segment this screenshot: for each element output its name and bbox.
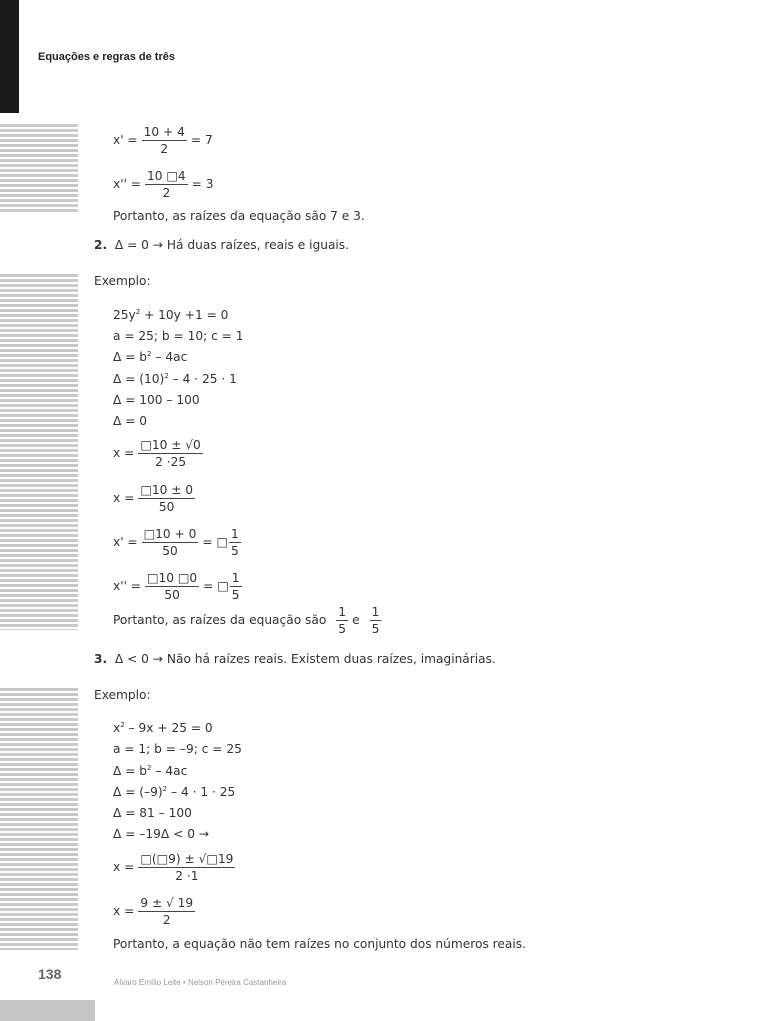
case2-x2-fraction: $\frac{□10 □0}{50}$ <box>147 571 198 602</box>
margin-stripes-top <box>0 124 78 214</box>
case3-x-simplified-fraction: $\frac{9 \pm √ 19}{2}$ <box>140 896 194 927</box>
case2-x-simplified: x = $\frac{□10 \pm 0}{50}$ <box>113 483 194 514</box>
case2-title: Δ = 0 → Há duas raízes, reais e iguais. <box>114 238 350 252</box>
case2-conclusion: Portanto, as raízes da equação são $\frac{1}{5}$ e $\frac{1}{5}$ <box>113 605 380 636</box>
margin-stripes-bottom <box>0 688 78 950</box>
case2-x2-formula: x'' = $\frac{□10 □0}{50}$ = □ $\frac{1}{5}$ <box>113 571 240 602</box>
page-number: 138 <box>38 966 62 982</box>
case2-x1-formula: x' = $\frac{□10 + 0}{50}$ = □ $\frac{1}{5}$ <box>113 527 239 558</box>
case2-conclusion-root1: $\frac{1}{5}$ <box>338 605 347 636</box>
case1-conclusion: Portanto, as raízes da equação são 7 e 3. <box>113 209 365 223</box>
case3-heading <box>94 652 496 667</box>
case2-coefficients: a = 25; b = 10; c = 1 <box>113 329 244 343</box>
case3-delta-subtraction: Δ = 81 – 100 <box>113 806 192 820</box>
case3-x-fraction: $\frac{□(□9) \pm √□19}{2 \cdot 1}$ <box>140 852 234 883</box>
case3-delta-formula: $\Delta = b^2 - 4ac$ <box>113 763 188 778</box>
case2-equation: $25y^2 + 10y +1 = 0$ <box>113 307 229 322</box>
footer-bar <box>0 1000 95 1021</box>
section-header: Equações e regras de três <box>38 51 175 63</box>
case2-x2-result: $\frac{1}{5}$ <box>231 571 240 602</box>
case3-x-formula: x = $\frac{□(□9) \pm √□19}{2 \cdot 1}$ <box>113 852 234 883</box>
footer-authors: Álvaro Emílio Leite • Nelson Pereira Castanheira <box>114 978 287 987</box>
case2-delta-result: Δ = 0 <box>113 414 148 428</box>
case2-example-label: Exemplo: <box>94 274 151 288</box>
case3-delta-substitution: $\Delta = (-9)^2 - 4 \cdot 1 \cdot 25$ <box>113 784 236 799</box>
case2-heading <box>94 238 349 253</box>
page-corner-bar <box>0 0 19 113</box>
case2-number: 2. <box>94 238 108 252</box>
case3-title: Δ < 0 → Não há raízes reais. Existem duas raízes, imaginárias. <box>114 652 496 666</box>
case3-equation: $x^2 - 9x + 25 = 0$ <box>113 720 213 735</box>
x2-formula: x'' = $\frac{10 □4}{2}$ = 3 <box>113 169 214 200</box>
x1-fraction: $\frac{10 + 4}{2}$ <box>143 125 185 156</box>
case3-example-label: Exemplo: <box>94 688 151 702</box>
case2-conclusion-root2: $\frac{1}{5}$ <box>371 605 380 636</box>
case3-number: 3. <box>94 652 108 666</box>
x2-fraction: $\frac{10 □4}{2}$ <box>147 169 186 200</box>
case2-x-fraction: $\frac{□10 \pm √0}{2 \cdot 25}$ <box>140 438 201 469</box>
case2-x1-fraction: $\frac{□10 + 0}{50}$ <box>143 527 197 558</box>
case2-x-simplified-fraction: $\frac{□10 \pm 0}{50}$ <box>140 483 194 514</box>
case2-x-formula: x = $\frac{□10 \pm √0}{2 \cdot 25}$ <box>113 438 201 469</box>
margin-stripes-middle <box>0 274 78 630</box>
case2-x1-result: $\frac{1}{5}$ <box>231 527 239 558</box>
x1-formula: x' = $\frac{10 + 4}{2}$ = 7 <box>113 125 213 156</box>
case3-x-simplified: x = $\frac{9 \pm √ 19}{2}$ <box>113 896 194 927</box>
case3-delta-result: Δ = –19Δ < 0 → <box>113 827 210 841</box>
case2-delta-subtraction: Δ = 100 – 100 <box>113 393 200 407</box>
case2-delta-formula: $\Delta = b^2 - 4ac$ <box>113 349 188 364</box>
case3-conclusion: Portanto, a equação não tem raízes no conjunto dos números reais. <box>113 937 526 951</box>
case3-coefficients: a = 1; b = –9; c = 25 <box>113 742 242 756</box>
case2-delta-substitution: $\Delta = (10)^2 - 4 \cdot 25 \cdot 1$ <box>113 371 237 386</box>
